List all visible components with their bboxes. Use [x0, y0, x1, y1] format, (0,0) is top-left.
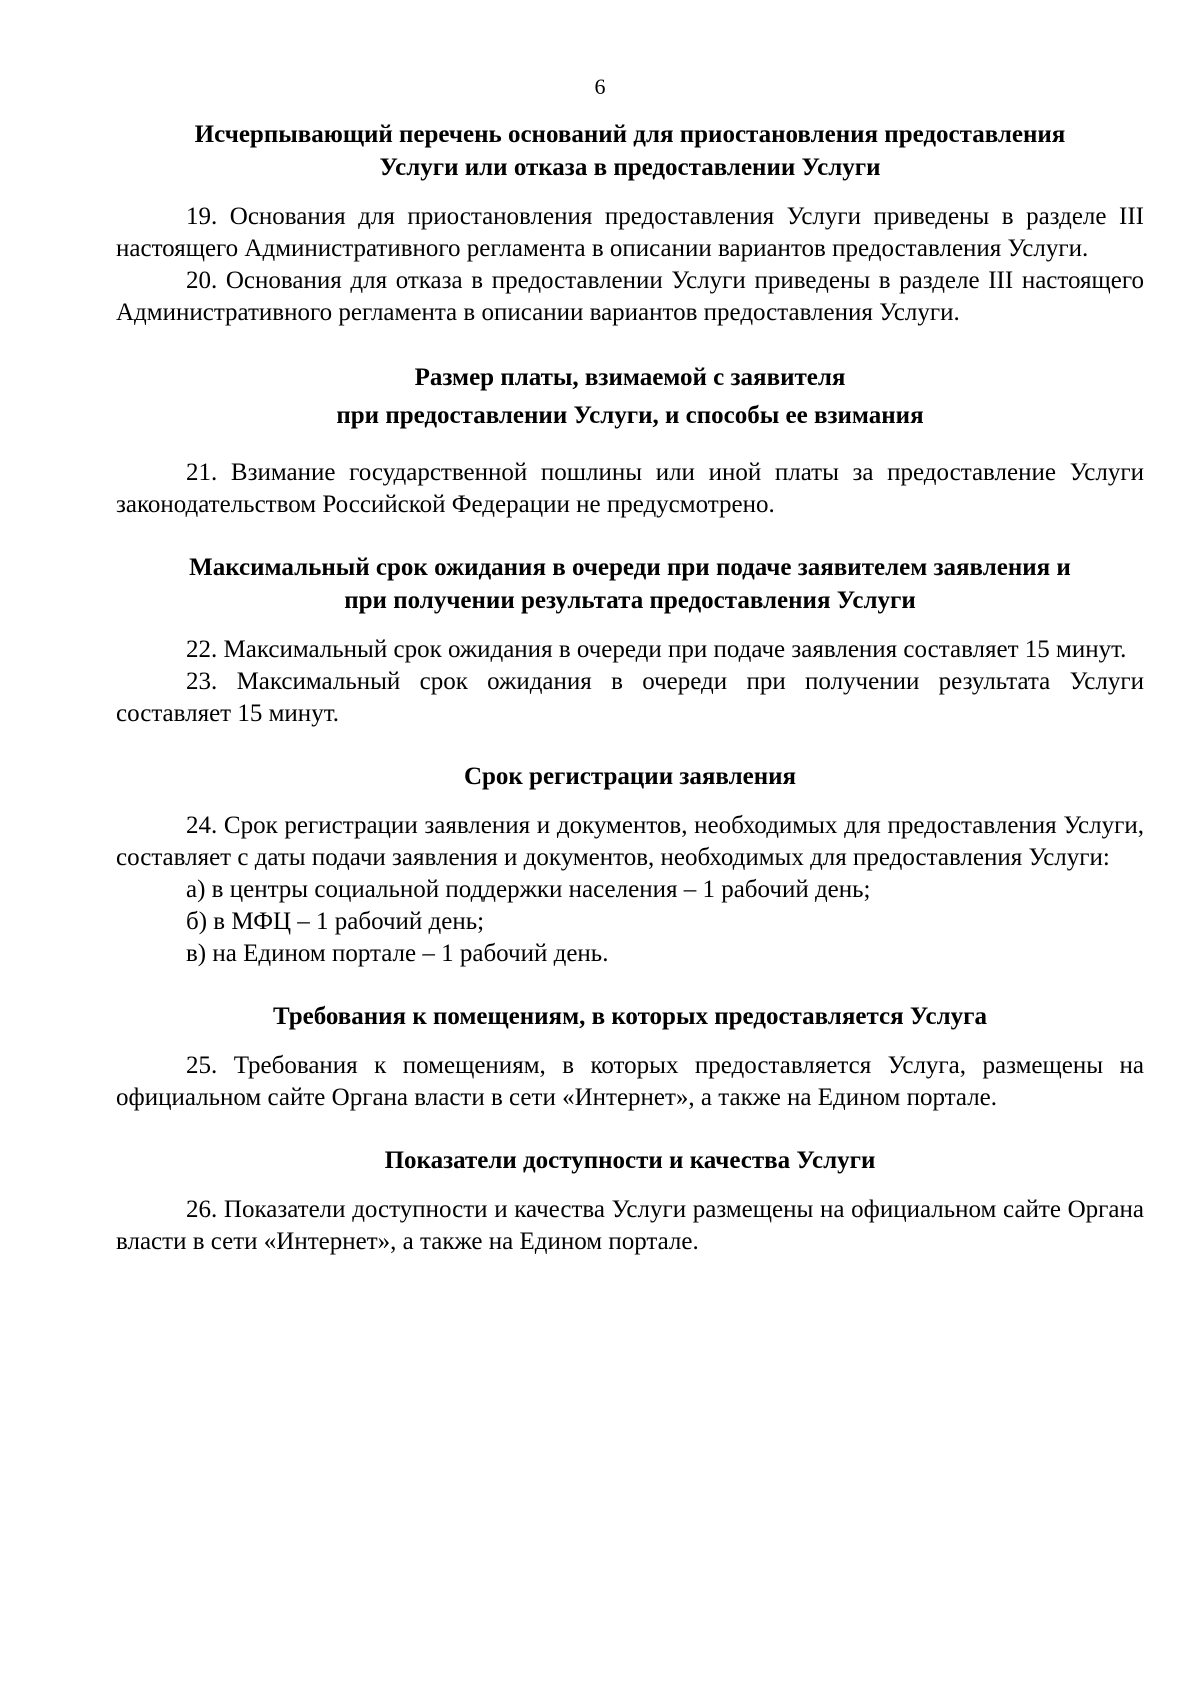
paragraph-26: 26. Показатели доступности и качества Услуги размещены на официальном сайте Органа власти в сети «Интернет», а также на Едином портале.	[116, 1196, 1144, 1255]
section-heading-suspension-grounds: Исчерпывающий перечень оснований для приостановления предоставления Услуги или отказа в предоставлении Услуги	[194, 121, 1066, 181]
paragraph-19: 19. Основания для приостановления предоставления Услуги приведены в разделе III настоящего Административного регламента в описании вариантов предоставления Услуги.	[116, 203, 1144, 262]
document-body	[116, 118, 1144, 1258]
paragraph-21: 21. Взимание государственной пошлины или иной платы за предоставление Услуги законодательством Российской Федерации не предусмотрено.	[116, 459, 1144, 518]
paragraph-24: 24. Срок регистрации заявления и документов, необходимых для предоставления Услуги, составляет с даты подачи заявления и документов, необходимых для предоставления Услуги:	[116, 812, 1144, 871]
paragraph-23: 23. Максимальный срок ожидания в очереди при получении результата Услуги составляет 15 минут.	[116, 668, 1144, 727]
section-heading-quality-indicators: Показатели доступности и качества Услуги	[384, 1147, 876, 1174]
list-item-b: б) в МФЦ – 1 рабочий день;	[186, 908, 485, 935]
list-item-a: а) в центры социальной поддержки населения – 1 рабочий день;	[186, 876, 871, 903]
paragraph-25: 25. Требования к помещениям, в которых предоставляется Услуга, размещены на официальном сайте Органа власти в сети «Интернет», а также на Едином портале.	[116, 1052, 1144, 1111]
section-heading-registration-term: Срок регистрации заявления	[463, 763, 797, 790]
paragraph-22: 22. Максимальный срок ожидания в очереди при подаче заявления составляет 15 минут.	[186, 636, 1127, 663]
list-item-c: в) на Едином портале – 1 рабочий день.	[186, 940, 609, 967]
paragraph-20: 20. Основания для отказа в предоставлении Услуги приведены в разделе III настоящего Административного регламента в описании вариантов предоставления Услуги.	[116, 267, 1144, 326]
section-heading-fee: Размер платы, взимаемой с заявителя при предоставлении Услуги, и способы ее взимания	[336, 364, 924, 429]
page-number: 6	[594, 74, 606, 99]
section-heading-queue-time: Максимальный срок ожидания в очереди при подаче заявителем заявления и при получении результата предоставления Услуги	[189, 554, 1071, 614]
section-heading-premises: Требования к помещениям, в которых предоставляется Услуга	[272, 1003, 988, 1030]
